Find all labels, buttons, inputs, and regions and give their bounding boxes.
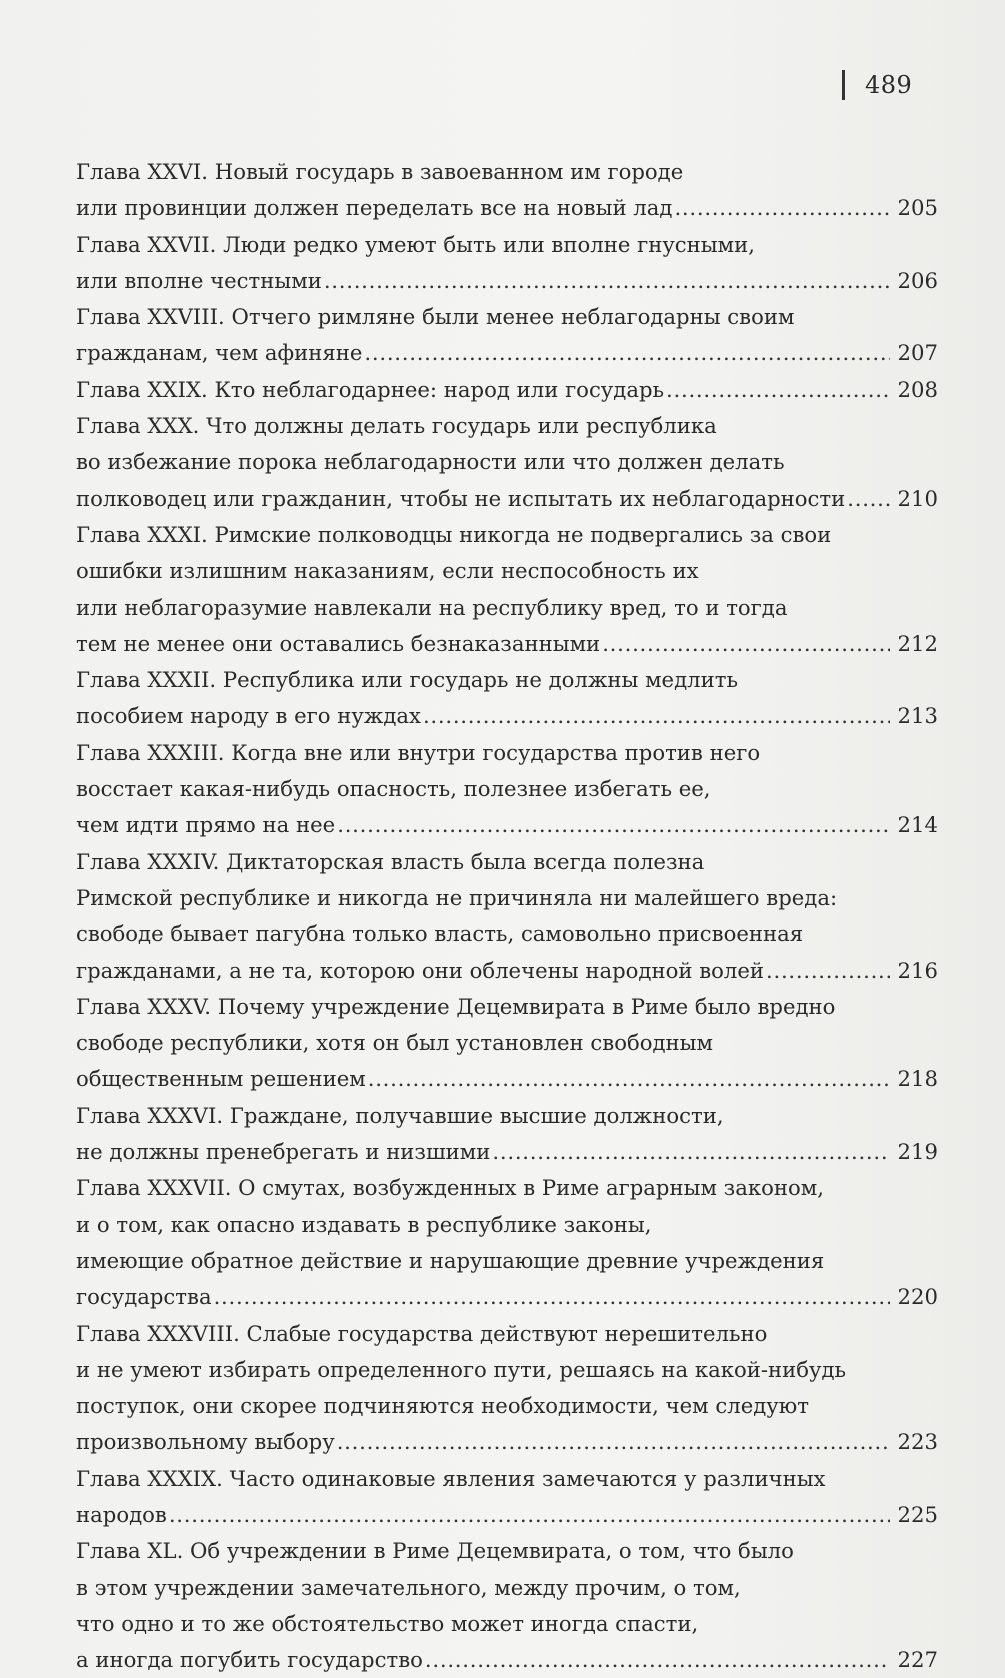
toc-entry-line: Глава XXXIII. Когда вне или внутри государства против него: [76, 739, 761, 765]
toc-page-number: 218: [897, 1066, 938, 1092]
toc-entry: [76, 408, 938, 517]
toc-entry: [76, 662, 938, 735]
toc-entry-last-line: [76, 626, 938, 662]
toc-entry-line: во избежание порока неблагодарности или что должен делать: [76, 449, 785, 475]
toc-page-number: 227: [897, 1647, 938, 1673]
dot-leader: [214, 1279, 890, 1315]
toc-entry: [76, 735, 938, 844]
toc-entry-last-line: [76, 1061, 938, 1097]
toc-entry-line: Глава XXXV. Почему учреждение Децемвирата в Риме было вредно: [76, 993, 836, 1019]
toc-entry-line: в этом учреждении замечательного, между прочим, о том,: [76, 1574, 741, 1600]
toc-entry-text: произвольному выбору: [76, 1429, 335, 1455]
toc-entry: [76, 517, 938, 662]
dot-leader: [324, 263, 890, 299]
toc-page-number: 205: [897, 195, 938, 221]
toc-entry-line: ошибки излишним наказаниям, если неспособность их: [76, 558, 699, 584]
running-header: [842, 70, 912, 100]
toc-entry-last-line: [76, 953, 938, 989]
dot-leader: [337, 1424, 890, 1460]
toc-entry-text: общественным решением: [76, 1066, 366, 1092]
toc-entry-line: Глава XXVI. Новый государь в завоеванном им городе: [76, 159, 684, 184]
toc-entry-text: чем идти прямо на нее: [76, 812, 336, 838]
toc-entry: [76, 227, 938, 300]
toc-entry-line: поступок, они скорее подчиняются необходимости, чем следуют: [76, 1393, 809, 1419]
page-number: 489: [865, 71, 913, 99]
toc-page-number: 208: [897, 376, 938, 402]
toc-entry: [76, 299, 938, 372]
toc-entry-line: Глава XXXVI. Граждане, получавшие высшие должности,: [76, 1102, 724, 1128]
toc-entry-line: Глава XXXVII. О смутах, возбужденных в Риме аграрным законом,: [76, 1175, 824, 1201]
toc-entry-line: Глава XXX. Что должны делать государь или республика: [76, 413, 717, 439]
toc-entry-text: гражданам, чем афиняне: [76, 340, 363, 366]
toc-entry: [76, 1098, 938, 1171]
toc-entry-last-line: [76, 698, 938, 734]
toc-entry-last-line: [76, 190, 938, 226]
toc-entry-last-line: [76, 807, 938, 843]
toc-entry-last-line: [76, 1279, 938, 1315]
toc-entry-text: или провинции должен переделать все на новый лад: [76, 195, 673, 221]
toc-entry-line: свободе бывает пагубна только власть, самовольно присвоенная: [76, 921, 804, 947]
toc-page-number: 213: [897, 703, 938, 729]
toc-entry-text: или вполне честными: [76, 267, 322, 293]
toc-page-number: 206: [897, 267, 938, 293]
toc-page-number: 210: [897, 485, 938, 511]
toc-page-number: 220: [897, 1284, 938, 1310]
dot-leader: [602, 626, 890, 662]
toc-page-number: 207: [897, 340, 938, 366]
toc-page-number: 212: [897, 630, 938, 656]
toc-entry-text: полководец или гражданин, чтобы не испытать их неблагодарности: [76, 485, 846, 511]
toc-page-number: 219: [897, 1139, 938, 1165]
dot-leader: [492, 1134, 890, 1170]
toc-page-number: 216: [897, 957, 938, 983]
toc-entry-line: Глава XXXII. Республика или государь не должны медлить: [76, 667, 738, 693]
dot-leader: [666, 372, 890, 408]
toc-entry-line: Глава XL. Об учреждении в Риме Децемвирата, о том, что было: [76, 1538, 794, 1564]
toc-entry-last-line: [76, 263, 938, 299]
toc-page-number: 214: [897, 812, 938, 838]
toc-entry-last-line: [76, 335, 938, 371]
toc-entry: [76, 989, 938, 1098]
dot-leader: [847, 481, 890, 517]
toc-entry: [76, 1461, 938, 1534]
dot-leader: [766, 953, 890, 989]
toc-entry-last-line: [76, 1134, 938, 1170]
toc-entry-line: Глава XXXIX. Часто одинаковые явления замечаются у различных: [76, 1465, 826, 1491]
dot-leader: [169, 1497, 890, 1533]
toc-entry-text: пособием народу в его нуждах: [76, 703, 421, 729]
toc-entry-line: Глава XXXIV. Диктаторская власть была всегда полезна: [76, 848, 705, 874]
toc-entry-line: и не умеют избирать определенного пути, решаясь на какой-нибудь: [76, 1356, 847, 1382]
toc-entry: [76, 372, 938, 408]
dot-leader: [368, 1061, 890, 1097]
toc-entry-last-line: [76, 1424, 938, 1460]
toc-entry: [76, 1316, 938, 1461]
toc-entry-line: Глава XXVII. Люди редко умеют быть или вполне гнусными,: [76, 231, 755, 257]
toc-entry-text: не должны пренебрегать и низшими: [76, 1139, 491, 1165]
toc-entry: [76, 1170, 938, 1315]
toc-page-number: 223: [897, 1429, 938, 1455]
toc-entry-last-line: [76, 1497, 938, 1533]
table-of-contents: [76, 154, 938, 1678]
toc-entry-line: имеющие обратное действие и нарушающие древние учреждения: [76, 1247, 825, 1273]
toc-entry-line: что одно и то же обстоятельство может иногда спасти,: [76, 1610, 699, 1636]
toc-entry-line: Глава XXXVIII. Слабые государства действуют нерешительно: [76, 1320, 768, 1346]
toc-page-number: 225: [897, 1501, 938, 1527]
toc-entry-text: Глава XXIX. Кто неблагодарнее: народ или государь: [76, 376, 665, 402]
header-rule: [842, 70, 845, 100]
toc-entry: [76, 844, 938, 989]
toc-entry-text: а иногда погубить государство: [76, 1647, 423, 1673]
toc-entry-line: Глава XXXI. Римские полководцы никогда не подвергались за свои: [76, 521, 832, 547]
toc-entry-line: Римской республике и никогда не причиняла ни малейшего вреда:: [76, 884, 838, 910]
toc-entry-line: Глава XXVIII. Отчего римляне были менее неблагодарны своим: [76, 304, 795, 330]
toc-entry-last-line: [76, 1642, 938, 1678]
toc-entry-text: государства: [76, 1284, 212, 1310]
dot-leader: [337, 807, 890, 843]
toc-entry-text: тем не менее они оставались безнаказанными: [76, 630, 601, 656]
toc-entry-line: восстает какая-нибудь опасность, полезнее избегать ее,: [76, 776, 711, 802]
dot-leader: [423, 698, 890, 734]
toc-entry-text: народов: [76, 1501, 167, 1527]
toc-entry-last-line: [76, 481, 938, 517]
toc-entry-line: свободе республики, хотя он был установлен свободным: [76, 1030, 713, 1056]
toc-entry: [76, 1533, 938, 1678]
dot-leader: [674, 190, 890, 226]
toc-entry: [76, 154, 938, 227]
dot-leader: [364, 335, 890, 371]
toc-entry-line: или неблагоразумие навлекали на республику вред, то и тогда: [76, 594, 788, 620]
dot-leader: [425, 1642, 890, 1678]
toc-entry-last-line: [76, 372, 938, 408]
toc-entry-text: гражданами, а не та, которою они облечены народной волей: [76, 957, 765, 983]
toc-entry-line: и о том, как опасно издавать в республике законы,: [76, 1211, 652, 1237]
